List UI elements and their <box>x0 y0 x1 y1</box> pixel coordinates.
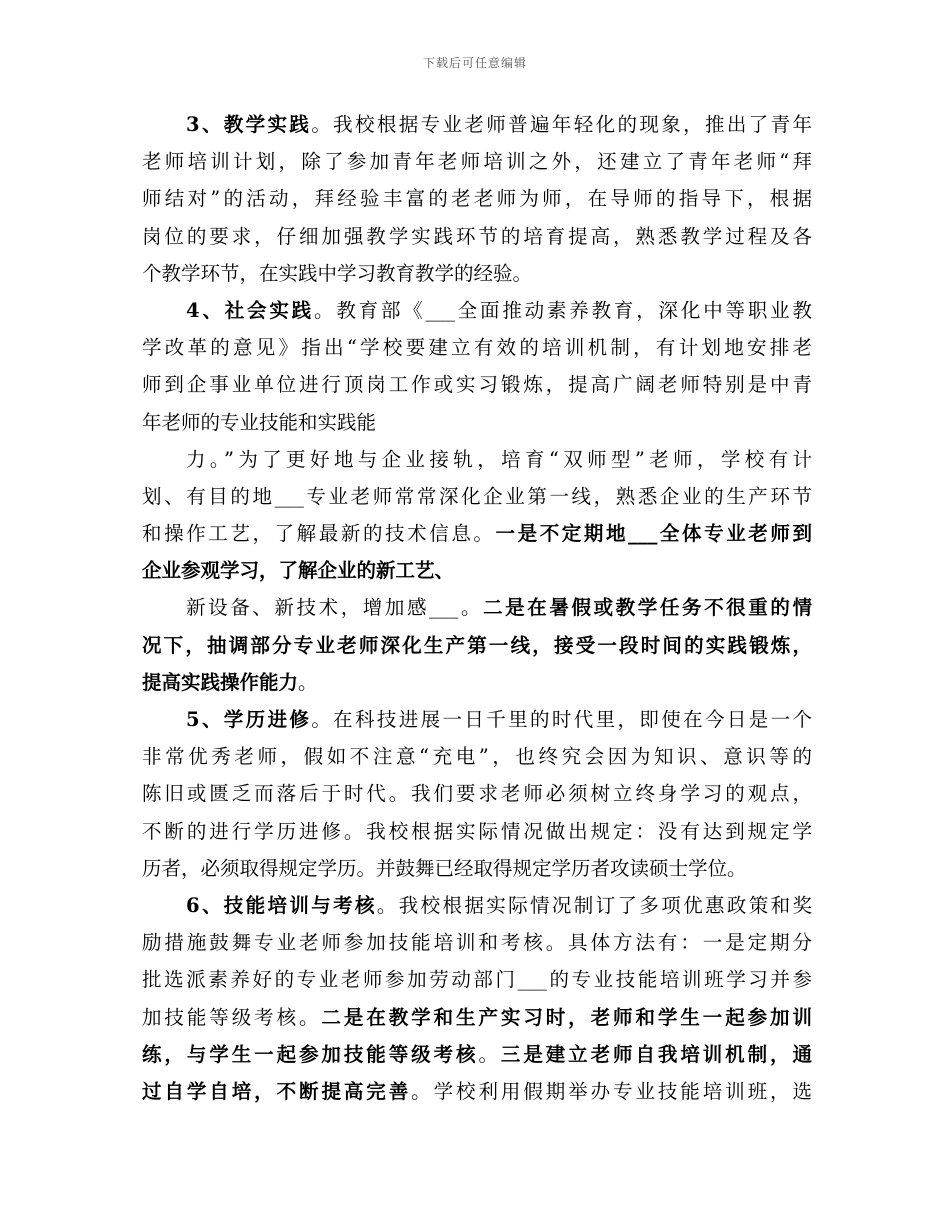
text-run: 励措施鼓舞专业老师参加技能培训和考核。具体方法有：一是定期分 <box>142 931 812 955</box>
text-run: 师到企事业单位进行顶岗工作或实习锻炼，提高广阔老师特别是中青 <box>142 373 812 397</box>
text-run: 。 <box>298 670 318 694</box>
text-line <box>142 366 812 403</box>
text-run: 。 <box>478 1042 501 1066</box>
text-run: 不断的进行学历进修。我校根据实际情况做出规定：没有达到规定学 <box>142 819 812 843</box>
bold-run: 练，与学生一起参加技能等级考核 <box>142 1042 479 1066</box>
text-run: 。学校利用假期举办专业技能培训班，选 <box>411 1079 812 1103</box>
text-run: 划、有目的地___专业老师常常深化企业第一线，熟悉企业的生产环节 <box>142 484 812 508</box>
text-line <box>142 441 812 478</box>
section-title: 6、技能培训与考核 <box>186 893 377 917</box>
paragraph-6-heading-line <box>142 887 812 924</box>
text-run: 。教育部《___全面推动素养教育，深化中等职业教 <box>314 298 812 322</box>
text-run: 年老师的专业技能和实践能 <box>142 410 377 434</box>
text-line <box>142 329 812 366</box>
section-title: 5、学历进修 <box>186 708 312 731</box>
bold-run: 二是在教学和生产实习时，老师和学生一起参加训 <box>321 1005 812 1029</box>
text-line <box>142 738 812 775</box>
text-run: 新设备、新技术，增加感___。 <box>186 596 484 620</box>
paragraph-5-heading-line <box>142 701 812 738</box>
text-line <box>142 218 812 255</box>
text-run: 。我校根据专业老师普遍年轻化的现象，推出了青年 <box>311 113 812 136</box>
text-line <box>142 143 812 180</box>
bold-run: 三是建立老师自我培训机制，通 <box>500 1042 812 1066</box>
text-line <box>142 515 812 552</box>
text-run: 陈旧或匮乏而落后于时代。我们要求老师必须树立终身学习的观点， <box>142 782 812 806</box>
text-run: 和操作工艺，了解最新的技术信息。 <box>142 522 496 546</box>
section-title: 3、教学实践 <box>186 113 312 136</box>
text-line <box>142 478 812 515</box>
text-line <box>142 850 812 887</box>
text-run: 个教学环节，在实践中学习教育教学的经验。 <box>142 261 533 285</box>
text-run: 批选派素养好的专业老师参加劳动部门___的专业技能培训班学习并参 <box>142 968 812 992</box>
text-line <box>142 589 812 626</box>
text-run: 力。”为了更好地与企业接轨，培育“双师型”老师，学校有计 <box>186 447 812 471</box>
text-run: 老师培训计划，除了参加青年老师培训之外，还建立了青年老师“拜 <box>142 150 812 174</box>
paragraph-3-heading-line <box>142 106 812 143</box>
text-line <box>142 1073 812 1110</box>
text-line <box>142 999 812 1036</box>
text-line <box>142 552 812 589</box>
text-run: 岗位的要求，仔细加强教学实践环节的培育提高，熟悉教学过程及各 <box>142 224 812 248</box>
bold-run: 况下，抽调部分专业老师深化生产第一线，接受一段时间的实践锻炼， <box>142 633 812 657</box>
bold-run: 过自学自培，不断提高完善 <box>142 1079 412 1103</box>
text-line <box>142 404 812 441</box>
text-run: 历者，必须取得规定学历。并鼓舞已经取得规定学历者攻读硕士学位。 <box>142 856 747 880</box>
text-run: 。在科技进展一日千里的时代里，即使在今日是一个 <box>311 708 812 731</box>
section-title: 4、社会实践 <box>186 298 314 322</box>
text-line <box>142 627 812 664</box>
page-header: 下载后可任意编辑 <box>422 56 527 70</box>
text-run: 加技能等级考核。 <box>142 1005 322 1029</box>
text-line <box>142 813 812 850</box>
document-body <box>142 106 812 1110</box>
text-line <box>142 775 812 812</box>
text-line <box>142 1036 812 1073</box>
text-run: 。我校根据实际情况制订了多项优惠政策和奖 <box>376 893 812 917</box>
text-line <box>142 924 812 961</box>
bold-run: 一是不定期地___全体专业老师到 <box>495 522 812 546</box>
text-run: 非常优秀老师，假如不注意“充电”，也终究会因为知识、意识等的 <box>142 745 812 769</box>
paragraph-4-heading-line <box>142 292 812 329</box>
text-line <box>142 180 812 217</box>
text-line <box>142 664 812 701</box>
bold-run: 企业参观学习，了解企业的新工艺、 <box>142 559 455 583</box>
text-line <box>142 255 812 292</box>
text-run: 学改革的意见》指出“学校要建立有效的培训机制，有计划地安排老 <box>142 336 812 360</box>
bold-run: 提高实践操作能力 <box>142 670 299 694</box>
text-run: 师结对”的活动，拜经验丰富的老老师为师，在导师的指导下，根据 <box>142 187 812 211</box>
text-line <box>142 961 812 998</box>
bold-run: 二是在暑假或教学任务不很重的情 <box>483 596 812 620</box>
